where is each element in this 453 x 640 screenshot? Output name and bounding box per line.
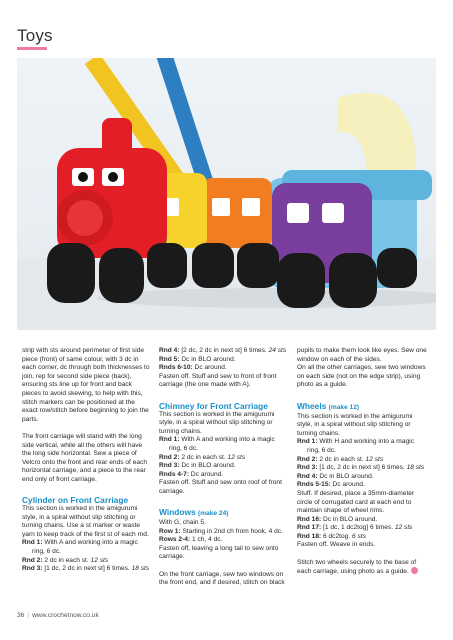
section-heading: Chimney for Front Carriage (159, 400, 268, 411)
round-instruction: Rnd 5: Dc in BLO around. (159, 355, 236, 363)
round-instruction: Rnd 1: With A and working into a magic (22, 539, 138, 547)
round-instruction: Rnds 5-15: Dc around. (297, 481, 365, 489)
round-instruction: Rnd 4: [2 dc, 2 dc in next st] 6 times. 24 sts (159, 347, 287, 354)
paragraph: The front carriage will stand with the long side vertical, while all the others will have the long side horizontal. Sew a piece of Velcro onto the front and rear ends of each horizontal carriage, and a piece to the rear end only of front carriage. (22, 432, 147, 483)
paragraph: Stitch two wheels securely to the base of each carriage, using photo as a guide. (297, 558, 417, 576)
row-instruction: Row 1: Starting in 2nd ch from hook, 4 dc. (159, 527, 283, 535)
row-instruction: Rows 2-4: 1 ch, 4 dc. (159, 536, 223, 544)
paragraph: Fasten off. Stuff and sew onto roof of front carriage. (159, 479, 282, 495)
round-instruction: Rnd 4: Dc in BLO around. (297, 472, 374, 480)
round-instruction: Rnd 3: [1 dc, 2 dc in next st] 6 times. 18 sts (297, 464, 425, 472)
round-instruction: Rnd 2: 2 dc in each st. 12 sts (22, 556, 109, 564)
paragraph: With G, chain 5. (159, 519, 206, 527)
column-2 (159, 347, 289, 588)
round-instruction: Rnd 3: [1 dc, 2 dc in next st] 6 times. 18 sts (22, 565, 150, 573)
paragraph: On the front carriage, sew two windows on the front end, and if desired, stitch on black (159, 570, 285, 587)
column-3 (297, 347, 427, 577)
section-title: Toys (17, 26, 53, 45)
pattern-instructions (17, 347, 436, 607)
paragraph: Fasten off, leaving a long tail to sew onto carriage. (159, 544, 279, 561)
paragraph: This section is worked in the amigurumi style, in a spiral without slip stitching or turning chains. Use a st marker or waste yarn to keep track of the first st of each rnd. (22, 505, 149, 538)
round-instruction: Rnd 2: 2 dc in each st. 12 sts (297, 455, 384, 463)
round-instruction: Rnd 3: Dc in BLO around. (159, 462, 236, 470)
section-title-underline (17, 47, 47, 50)
toy-train-illustration (17, 58, 436, 330)
round-instruction-cont: ring, 6 dc. (32, 548, 61, 556)
round-instruction: Rnds 4-7: Dc around. (159, 470, 224, 478)
round-instruction: Rnd 2: 2 dc in each st. 12 sts (159, 453, 246, 461)
round-instruction: Rnd 1: With H and working into a magic (297, 438, 414, 446)
paragraph: This section is worked in the amigurumi style, in a spiral without slip stitching or turning chains. (297, 412, 413, 437)
footer-website[interactable]: www.crochetnow.co.uk (32, 612, 99, 619)
end-of-article-mark (411, 567, 418, 574)
paragraph: Stuff. If desired, place a 35mm-diameter circle of corrugated card at each end to maintain shape of wheel rims. (297, 489, 415, 515)
round-instruction: Rnd 16: Dc in BLO around. (297, 515, 378, 523)
paragraph: Fasten off. Stuff and sew to front of front carriage (the one made with A). (159, 372, 277, 389)
footer-separator: | (27, 612, 30, 619)
round-instruction: Rnd 17: [1 dc, 1 dc2tog] 6 times. 12 sts (297, 524, 413, 532)
page-number: 36 (17, 612, 25, 619)
round-instruction-cont: ring, 6 dc. (307, 446, 336, 454)
section-heading: Cylinder on Front Carriage (22, 495, 129, 506)
paragraph: strip with sts around perimeter of first side piece (front) of same colour, with 3 dc in each corner, dc through both thicknesses to join, rep for second side piece (back), ensuring sts line up for front and back pieces to avoid skewing, to help with this, stitch markers can be positioned at the exact row/stitch before beginning to join the parts. (22, 347, 150, 423)
round-instruction: Rnd 18: 6 dc2tog. 6 sts (297, 532, 366, 540)
round-instruction: Rnd 1: With A and working into a magic (159, 436, 275, 444)
paragraph: Fasten off. Weave in ends. (297, 541, 376, 549)
paragraph: This section is worked in the amigurumi style, in a spiral without slip stitching or turning chains. (159, 410, 275, 435)
toy-train-photo (17, 58, 436, 330)
page-footer (17, 612, 99, 619)
paragraph: pupils to make them look like eyes. Sew one window on each of the sides. (297, 347, 427, 363)
paragraph: On all the other carriages, sew two windows on each side (not on the edge strip), using photo as a guide. (297, 364, 426, 389)
column-1 (22, 347, 152, 574)
section-heading: Windows (make 24) (159, 507, 229, 518)
round-instruction: Rnds 6-10: Dc around. (159, 364, 227, 372)
section-heading: Wheels (make 12) (297, 400, 360, 411)
round-instruction-cont: ring, 6 dc. (169, 444, 198, 452)
